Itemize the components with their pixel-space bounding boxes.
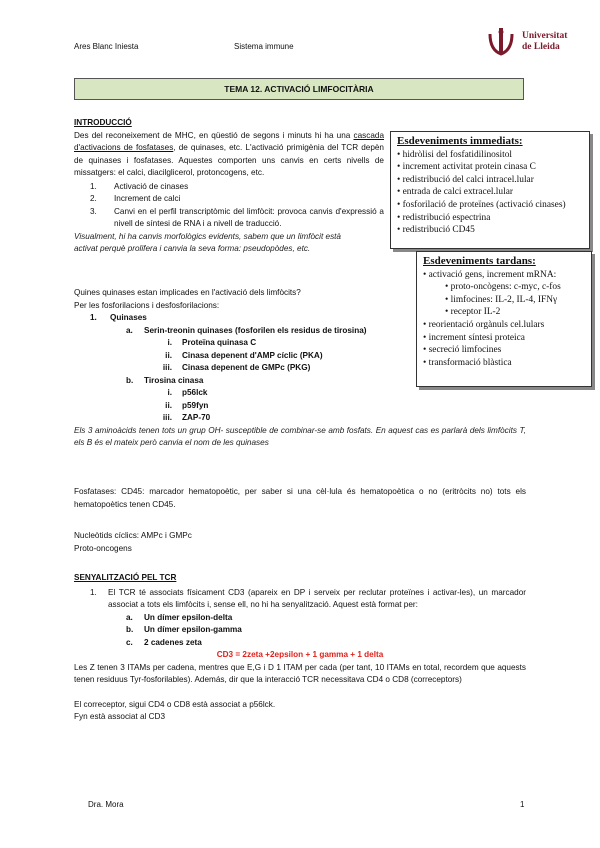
immediate-events-title: Esdeveniments immediats:	[397, 135, 523, 147]
tcr-list-item: 1. El TCR té associats físicament CD3 (apareix en DP i serveix per reclutar proteïnes i activar-les), un marcador associat a tots els limfòcits i, sense ell, no hi ha senyalització. Aquest està format per:	[90, 587, 526, 609]
kinases-subquestion: Per les fosforilacions i desfosforilacions:	[74, 300, 220, 310]
intro-italic-note: Visualment, hi ha canvis morfològics evidents, sabem que un limfòcit està activat perquè prolifera i canvia la seva forma: pseudopòdes, etc.	[74, 231, 341, 253]
kinase-subitem: ii. p59fyn	[165, 400, 209, 410]
late-event-subitem: • limfocines: IL-2, IL-4, IFNγ	[423, 294, 585, 307]
intro-list-item: 1. Activació de cinases	[90, 181, 189, 191]
cd3-component: c. 2 cadenes zeta	[126, 637, 202, 647]
footer-author: Dra. Mora	[88, 800, 124, 809]
header-subject: Sistema immune	[234, 42, 294, 51]
late-event-item: • transformació blàstica	[423, 357, 585, 370]
late-event-subitem: • receptor IL-2	[423, 306, 585, 319]
kinases-section	[74, 287, 526, 450]
kinase-subitem: ii. Cinasa depenent d'AMP cíclic (PKA)	[165, 350, 323, 360]
kinases-question: Quines quinases estan implicades en l'activació dels limfòcits?	[74, 288, 301, 297]
kinase-type-item: a. Serin-treonin quinases (fosforilen els residus de tirosina)	[126, 325, 367, 335]
tcr-heading: SENYALITZACIÓ PEL TCR	[74, 573, 177, 582]
header-author: Ares Blanc Iniesta	[74, 42, 139, 51]
page-title: TEMA 12. ACTIVACIÓ LIMFOCITÀRIA	[74, 78, 524, 100]
cd3-component: b. Un dímer epsilon-gamma	[126, 625, 242, 634]
protooncogenes-line: Proto-oncogens	[74, 544, 132, 553]
cd3-component: a. Un dímer epsilon-delta	[126, 612, 233, 622]
immediate-events-box	[390, 131, 590, 249]
coreceptor-line: El correceptor, sigui CD4 o CD8 està associat a p56lck.	[74, 699, 276, 709]
university-name-line2: de Lleida	[522, 42, 560, 52]
kinase-subitem: i. Proteïna quinasa C	[167, 338, 257, 347]
immediate-event-item: • redistribució espectrina	[397, 212, 583, 225]
immediate-event-item: • entrada de calci extracel.lular	[397, 186, 583, 199]
phosphatases-paragraph: Fosfatases: CD45: marcador hematopoètic, per saber si una cèl·lula és hematopoètica o no (eritròcits no) tots els hematopoètics tenen CD45.	[74, 487, 526, 509]
immediate-event-item: • redistribució CD45	[397, 224, 583, 237]
late-event-item: • reorientació orgànuls cel.lulars	[423, 319, 585, 332]
late-event-item: • secreció limfocines	[423, 344, 585, 357]
kinase-subitem: i. p56lck	[167, 388, 208, 397]
cd3-formula: CD3 = 2zeta +2epsilon + 1 gamma + 1 delta	[216, 650, 384, 659]
university-logo	[484, 26, 574, 60]
university-name-line1: Universitat	[522, 31, 568, 41]
immediate-event-item: • increment activitat protein cinasa C	[397, 161, 583, 174]
immediate-event-item: • fosforilació de proteïnes (activació cinases)	[397, 199, 583, 212]
tcr-section	[74, 572, 526, 724]
intro-list-item: 3. Canvi en el perfil transcriptòmic del limfòcit: provoca canvis d'expressió a nivell de síntesi de RNA i a nivell de traducció.	[90, 206, 384, 228]
kinase-type-item: b. Tirosina cinasa	[126, 375, 204, 385]
kinase-subitem: iii. ZAP-70	[162, 413, 211, 422]
kinases-italic-note: Els 3 aminoàcids tenen tots un grup OH- susceptible de combinar-se amb fosfats. En aquest cas es parlarà dels limfòcits T, els B és el mateix però canvia el nom de les quinases	[74, 425, 526, 447]
itam-paragraph: Les Z tenen 3 ITAMs per cadena, mentres que E,G i D 1 ITAM per cada (per tant, 10 ITAMs en total, recordem que aquests tenen residuus Tyr-fosforilables). Además, dir que la interacció TCR necessitava CD4 o CD8 (correceptors)	[74, 662, 526, 684]
university-emblem-icon	[484, 26, 518, 60]
kinase-subitem: iii. Cinasa depenent de GMPc (PKG)	[162, 363, 311, 372]
late-event-subitem: • proto-oncògens: c-myc, c-fos	[423, 281, 585, 294]
kinases-list-item: 1. Quinases	[90, 313, 147, 322]
immediate-event-item: • redistribució del calci intracel.lular	[397, 174, 583, 187]
page-number: 1	[520, 800, 525, 809]
intro-list-item: 2. Increment de calci	[90, 194, 181, 203]
intro-heading: INTRODUCCIÓ	[74, 118, 132, 127]
fyn-line: Fyn està associat al CD3	[74, 712, 166, 721]
immediate-event-item: • hidròlisi del fosfatidilinositol	[397, 149, 583, 162]
late-event-item: • activació gens, increment mRNA:	[423, 269, 585, 282]
nucleotides-line: Nucleòtids cíclics: AMPc i GMPc	[74, 531, 192, 540]
intro-paragraph: Des del reconeixement de MHC, en qüestió de segons i minuts hi ha una cascada d'activacions de fosfatases, de quinases, etc. L'activació primigènia del TCR depèn de quinases i fosfatases. Aquestes comporten uns canvis en certs nivells de missatgers: el calci, diacilglicerol, protoncogens, etc.	[74, 130, 384, 177]
late-event-item: • increment síntesi proteica	[423, 332, 585, 345]
late-events-title: Esdeveniments tardans:	[423, 255, 536, 267]
